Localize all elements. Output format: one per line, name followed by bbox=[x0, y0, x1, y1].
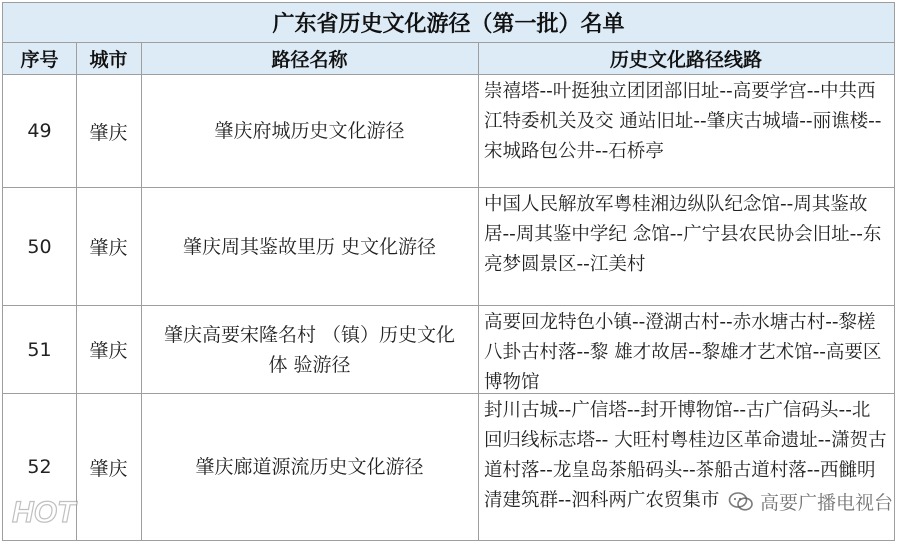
chat-bubble-icon bbox=[728, 489, 754, 515]
row-no: 50 bbox=[27, 235, 52, 258]
hot-logo-watermark bbox=[8, 486, 112, 530]
row-city: 肇庆 bbox=[89, 121, 128, 144]
row-trail-name: 肇庆廊道源流历史文化游径 bbox=[195, 456, 424, 478]
row-city: 肇庆 bbox=[89, 340, 128, 362]
row-trail-name: 肇庆周其鉴故里历 史文化游径 bbox=[182, 235, 437, 258]
hot-logo-text: HOT bbox=[12, 496, 76, 529]
channel-watermark bbox=[728, 488, 893, 515]
row-route: 中国人民解放军粤桂湘边纵队纪念馆--周其鉴故居--周其鉴中学纪 念馆--广宁县农民协会旧址--东亮梦圆景区--江美村 bbox=[484, 194, 882, 275]
header-route: 历史文化路径线路 bbox=[478, 43, 894, 75]
header-trail-name: 路径名称 bbox=[141, 43, 478, 75]
heritage-trail-table bbox=[2, 2, 895, 541]
row-no: 49 bbox=[27, 120, 52, 142]
row-city: 肇庆 bbox=[89, 237, 128, 259]
row-route: 崇禧塔--叶挺独立团团部旧址--高要学宫--中共西江特委机关及交 通站旧址--肇庆古城墙--丽谯楼--宋城路包公井--石桥亭 bbox=[484, 81, 882, 162]
row-no: 52 bbox=[27, 456, 52, 478]
header-no: 序号 bbox=[3, 43, 76, 75]
table-title: 广东省历史文化游径（第一批）名单 bbox=[3, 3, 894, 43]
channel-name: 高要广播电视台 bbox=[760, 492, 894, 514]
row-city: 肇庆 bbox=[89, 457, 128, 480]
header-city: 城市 bbox=[76, 43, 141, 75]
row-route: 高要回龙特色小镇--澄湖古村--赤水塘古村--黎槎八卦古村落--黎 雄才故居--黎雄才艺术馆--高要区博物馆 bbox=[484, 312, 882, 393]
row-trail-name: 肇庆高要宋隆名村 （镇）历史文化体 验游径 bbox=[163, 323, 456, 376]
row-route: 封川古城--广信塔--封开博物馆--古广信码头--北回归线标志塔-- 大旺村粤桂边区革命遗址--潇贺古道村落--龙皇岛茶船码头--茶船古道村落--西雠明清建筑群--泗科两广农贸集市 bbox=[484, 400, 887, 511]
row-trail-name: 肇庆府城历史文化游径 bbox=[214, 120, 405, 142]
row-no: 51 bbox=[27, 338, 52, 361]
